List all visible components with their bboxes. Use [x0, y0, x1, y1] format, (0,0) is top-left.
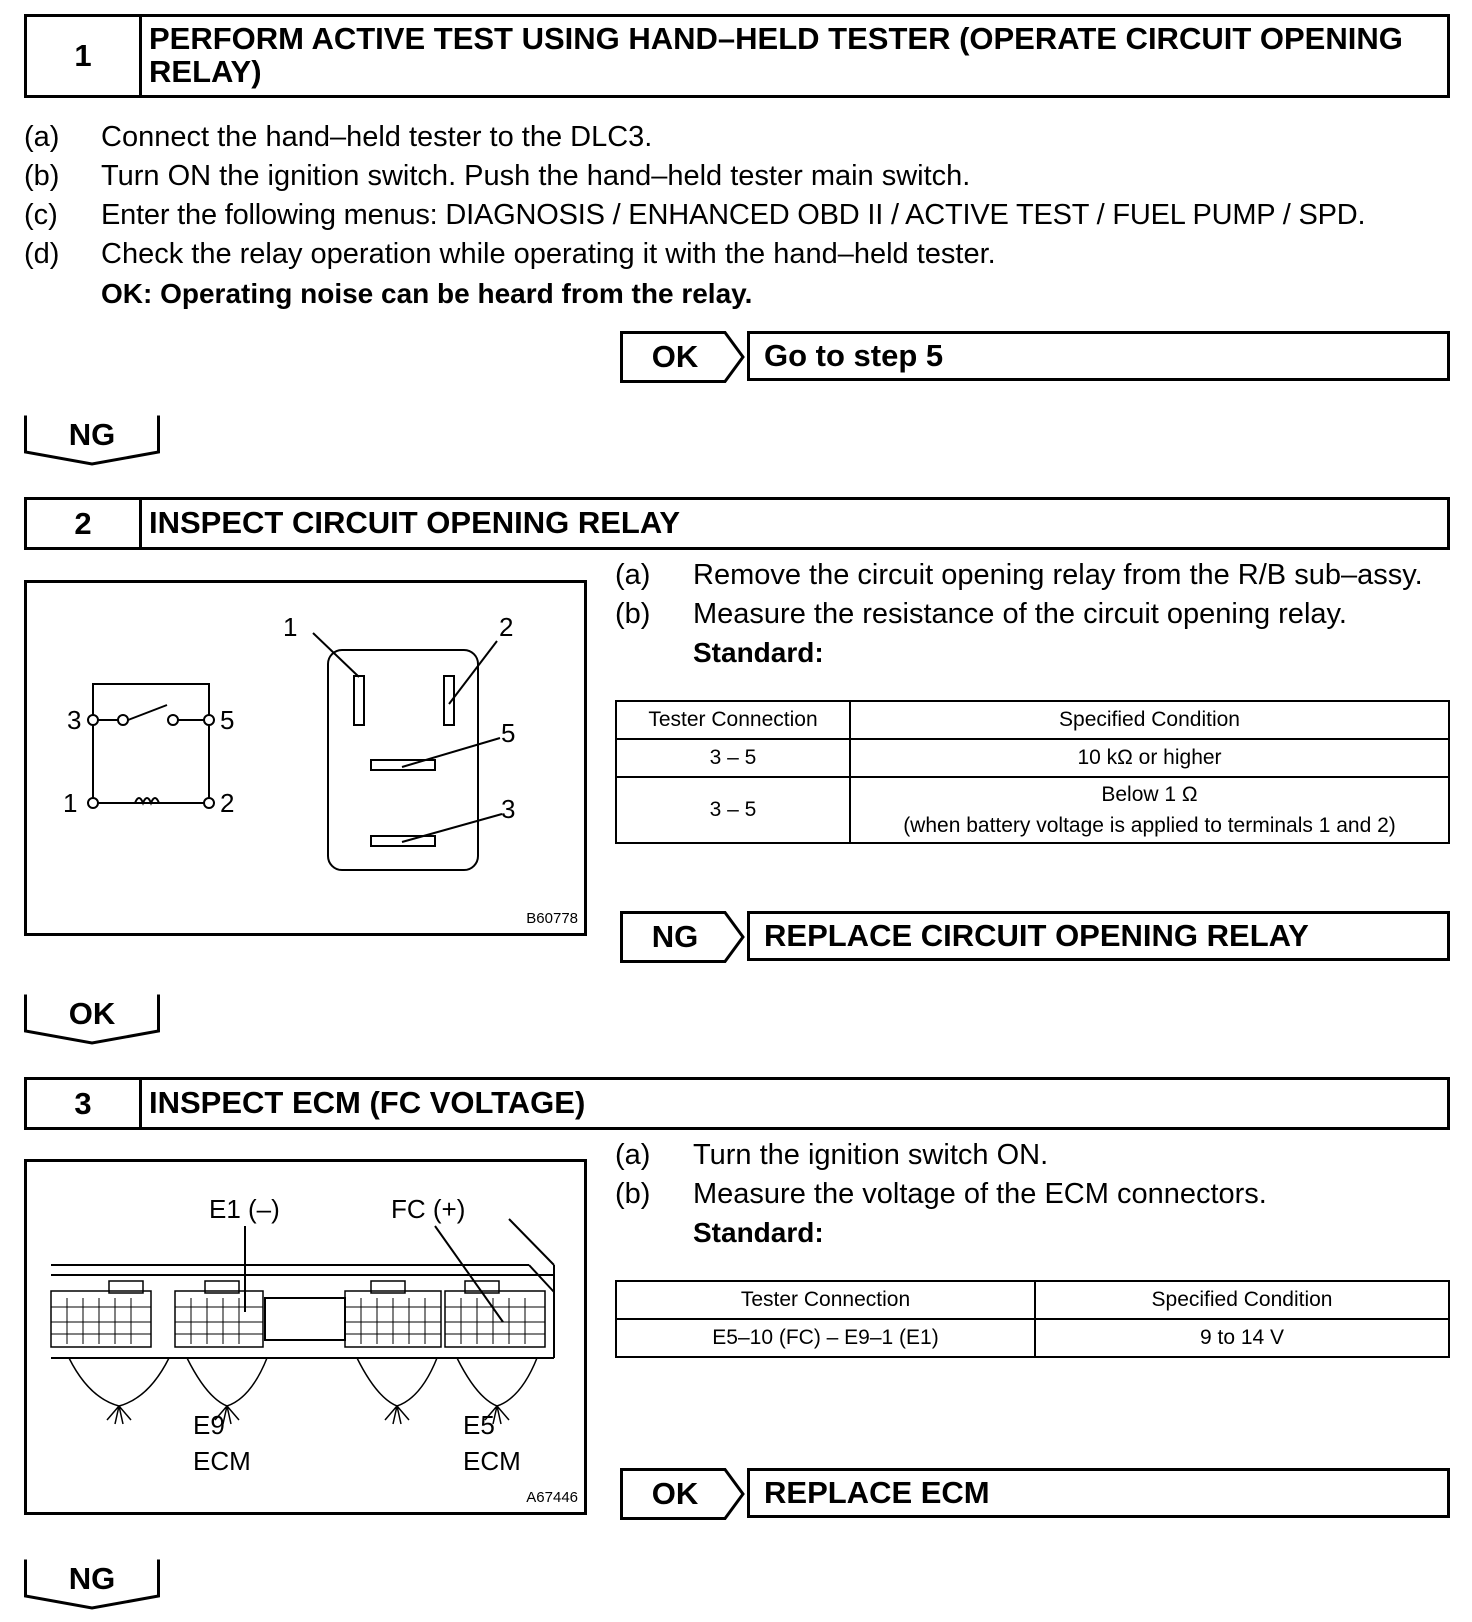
ng-down-tag [24, 414, 160, 466]
branch-label: OK [651, 1476, 699, 1511]
relay-schematic [88, 684, 214, 808]
branch-result: REPLACE ECM [747, 1468, 1450, 1518]
instruction-label: (c) [24, 199, 58, 231]
instruction-text: Check the relay operation while operating it with the hand–held tester. [101, 238, 996, 270]
step-number: 3 [27, 1080, 142, 1127]
instruction-text: Connect the hand–held tester to the DLC3. [101, 121, 653, 153]
instruction-label: (b) [615, 1178, 651, 1210]
table-cell: 9 to 14 V [1035, 1319, 1449, 1357]
instruction-text: Remove the circuit opening relay from the R/B sub–assy. [693, 559, 1423, 591]
schematic-terminal-label: 1 [63, 788, 78, 818]
schematic-terminal-label: 5 [220, 705, 235, 735]
instruction-text: Measure the resistance of the circuit opening relay. [693, 598, 1347, 630]
ok-branch-tag [620, 331, 745, 383]
connector-label: E9 [193, 1410, 225, 1440]
ecm-figure [24, 1159, 587, 1515]
table-cell: 3 – 5 [616, 777, 850, 843]
table-cell: E5–10 (FC) – E9–1 (E1) [616, 1319, 1035, 1357]
relay-terminal-label: 3 [501, 794, 516, 824]
ok-criteria: OK: Operating noise can be heard from the relay. [101, 278, 753, 309]
down-label: NG [68, 417, 116, 452]
table-row [616, 739, 1449, 777]
relay-terminal-label: 5 [501, 718, 516, 748]
condition-note: (when battery voltage is applied to terminals 1 and 2) [903, 814, 1396, 837]
schematic-terminal-label: 3 [67, 705, 82, 735]
ecm-label: ECM [463, 1446, 521, 1476]
table-cell: 10 kΩ or higher [850, 739, 1449, 777]
instruction-label: (a) [615, 559, 651, 591]
ng-down-tag [24, 1558, 160, 1610]
table-row [616, 777, 1449, 843]
relay-terminal-label: 1 [283, 612, 298, 642]
standard-label: Standard: [693, 1217, 824, 1248]
step-number: 2 [27, 500, 142, 547]
ecm-label: ECM [193, 1446, 251, 1476]
step-number: 1 [27, 17, 142, 95]
branch-result: REPLACE CIRCUIT OPENING RELAY [747, 911, 1450, 961]
instruction-label: (a) [24, 121, 60, 153]
column-header: Tester Connection [616, 1281, 1035, 1319]
step-title: INSPECT CIRCUIT OPENING RELAY [149, 505, 681, 541]
connector-label: E5 [463, 1410, 495, 1440]
instruction-text: Enter the following menus: DIAGNOSIS / ENHANCED OBD II / ACTIVE TEST / FUEL PUMP / SPD. [101, 199, 1366, 231]
column-header: Specified Condition [1035, 1281, 1449, 1319]
pin-label-fc: FC (+) [391, 1194, 466, 1224]
step-title: PERFORM ACTIVE TEST USING HAND–HELD TESTER (OPERATE CIRCUIT OPENING RELAY) [149, 21, 1403, 89]
pin-label-e1: E1 (–) [209, 1194, 280, 1224]
schematic-terminal-label: 2 [220, 788, 235, 818]
branch-result: Go to step 5 [747, 331, 1450, 381]
instruction-label: (b) [24, 160, 60, 192]
step-2-header [24, 497, 1450, 550]
instruction-text: Turn the ignition switch ON. [693, 1139, 1049, 1171]
resistance-table [615, 700, 1450, 844]
table-cell [850, 777, 1449, 843]
branch-label: OK [651, 339, 699, 374]
down-label: OK [68, 996, 116, 1031]
ng-branch-tag [620, 911, 745, 963]
ecm-connectors [51, 1281, 545, 1347]
instruction-text: Turn ON the ignition switch. Push the hand–held tester main switch. [101, 160, 971, 192]
step-title: INSPECT ECM (FC VOLTAGE) [149, 1085, 586, 1121]
relay-figure [24, 580, 587, 936]
standard-label: Standard: [693, 637, 824, 668]
column-header: Specified Condition [850, 701, 1449, 739]
figure-id: A67446 [526, 1489, 578, 1506]
voltage-table [615, 1280, 1450, 1358]
instruction-label: (d) [24, 238, 60, 270]
branch-label: NG [651, 919, 699, 954]
relay-body [313, 633, 502, 870]
step-1-header [24, 14, 1450, 98]
instruction-text: Measure the voltage of the ECM connectors. [693, 1178, 1267, 1210]
instruction-label: (b) [615, 598, 651, 630]
condition-value: Below 1 Ω [1101, 783, 1198, 806]
figure-id: B60778 [526, 910, 578, 927]
column-header: Tester Connection [616, 701, 850, 739]
down-label: NG [68, 1561, 116, 1596]
ok-down-tag [24, 993, 160, 1045]
ok-branch-tag [620, 1468, 745, 1520]
step-3-header [24, 1077, 1450, 1130]
instruction-label: (a) [615, 1139, 651, 1171]
relay-terminal-label: 2 [499, 612, 514, 642]
table-cell: 3 – 5 [616, 739, 850, 777]
table-row [616, 1319, 1449, 1357]
